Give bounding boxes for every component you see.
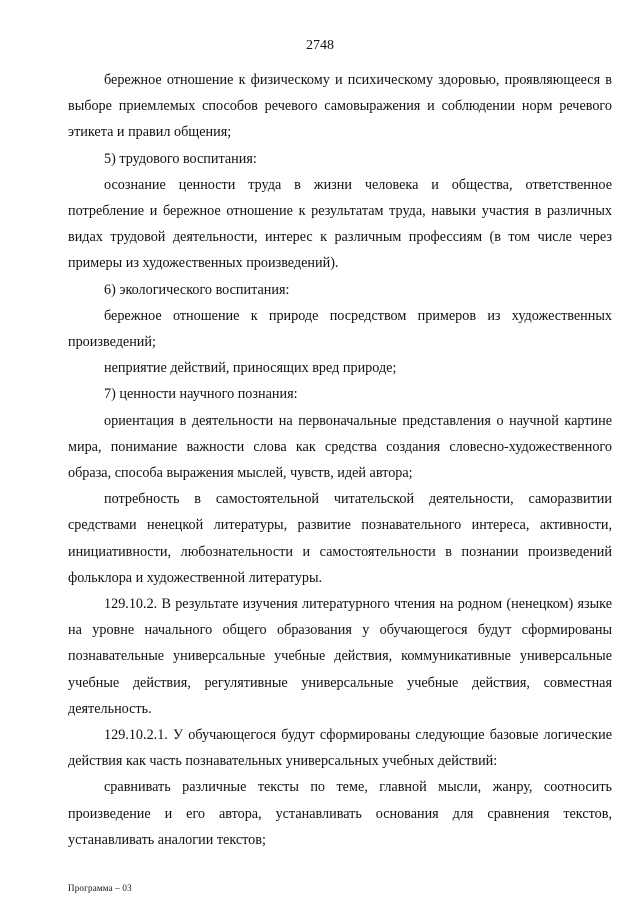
paragraph: бережное отношение к природе посредством примеров из художественных произведений;: [68, 307, 612, 351]
paragraph: потребность в самостоятельной читательской деятельности, саморазвитии средствами ненецкой литературы, развитие познавательного интереса, активности, инициативности, любознательности и самостоятельности в познании произведений фольклора и художественной литературы.: [68, 491, 612, 586]
paragraph: сравнивать различные тексты по теме, главной мысли, жанру, соотносить произведение и его автора, устанавливать основания для сравнения текстов, устанавливать аналогии текстов;: [68, 779, 612, 848]
paragraph: неприятие действий, приносящих вред природе;: [104, 360, 397, 377]
page-number: 2748: [306, 38, 334, 53]
paragraph: осознание ценности труда в жизни человека и общества, ответственное потребление и бережное отношение к результатам труда, навыки участия в различных видах трудовой деятельности, интерес к различным профессиям (в том числе через примеры из художественных произведений).: [68, 176, 612, 272]
footer-program-label: Программа – 03: [68, 883, 132, 893]
paragraph: 5) трудового воспитания:: [104, 150, 257, 167]
paragraph: бережное отношение к физическому и психическому здоровью, проявляющееся в выборе приемлемых способов речевого самовыражения и соблюдении норм речевого этикета и правил общения;: [68, 72, 612, 141]
paragraph: 7) ценности научного познания:: [104, 386, 298, 403]
paragraph: 129.10.2.1. У обучающегося будут сформированы следующие базовые логические действия как часть познавательных универсальных учебных действий:: [68, 727, 612, 770]
paragraph: ориентация в деятельности на первоначальные представления о научной картине мира, понимание важности слова как средства создания словесно-художественного образа, способа выражения мыслей, чувств, идей автора;: [68, 412, 612, 482]
body-text: [68, 67, 612, 853]
paragraph: 129.10.2. В результате изучения литературного чтения на родном (ненецком) языке на уровне начального общего образования у обучающегося будут сформированы познавательные универсальные учебные действия, коммуникативные универсальные учебные действия, регулятивные универсальные учебные действия, совместная деятельность.: [68, 596, 612, 717]
paragraph: 6) экологического воспитания:: [104, 281, 290, 298]
